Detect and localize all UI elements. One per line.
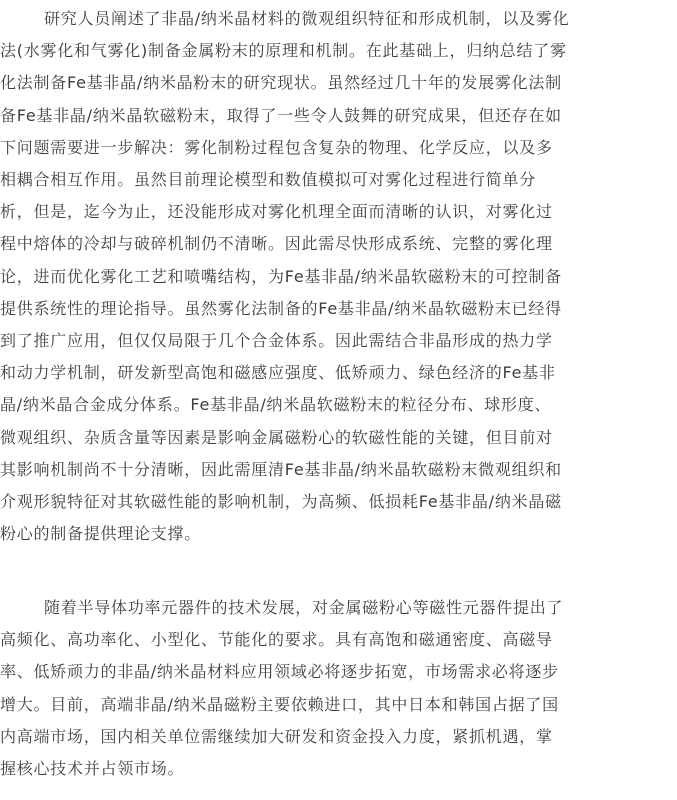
paragraph-line: 论，进而优化雾化工艺和喷嘴结构，为Fe基非晶/纳米晶软磁粉末的可控制备: [0, 266, 562, 286]
paragraph-line: 下问题需要进一步解决：雾化制粉过程包含复杂的物理、化学反应，以及多: [0, 137, 553, 157]
paragraph-line: 和动力学机制，研发新型高饱和磁感应强度、低矫顽力、绿色经济的Fe基非: [0, 363, 556, 383]
paragraph-line: 化法制备Fe基非晶/纳米晶粉末的研究现状。虽然经过几十年的发展雾化法制: [0, 73, 562, 93]
paragraph-line: 晶/纳米晶合金成分体系。Fe基非晶/纳米晶软磁粉末的粒径分布、球形度、: [0, 395, 552, 415]
paragraph-line: 率、低矫顽力的非晶/纳米晶材料应用领域必将逐步拓宽，市场需求必将逐步: [0, 662, 559, 682]
paragraph-line: 析，但是，迄今为止，还没能形成对雾化机理全面而清晰的认识，对雾化过: [0, 202, 553, 222]
paragraph-line: 提供系统性的理论指导。虽然雾化法制备的Fe基非晶/纳米晶软磁粉末已经得: [0, 298, 562, 318]
paragraph-line: 研究人员阐述了非晶/纳米晶材料的微观组织特征和形成机制，以及雾化: [44, 9, 570, 28]
paragraph-line: 握核心技术并占领市场。: [0, 759, 185, 778]
paragraph-line: 法(水雾化和气雾化)制备金属粉末的原理和机制。在此基础上，归纳总结了雾: [0, 41, 567, 61]
paragraph-line: 其影响机制尚不十分清晰，因此需厘清Fe基非晶/纳米晶软磁粉末微观组织和: [0, 459, 562, 479]
paragraph-line: 备Fe基非晶/纳米晶软磁粉末，取得了一些令人鼓舞的研究成果，但还存在如: [0, 105, 562, 125]
paragraph-line: 程中熔体的冷却与破碎机制仍不清晰。因此需尽快形成系统、完整的雾化理: [0, 234, 553, 254]
paragraph-line: 介观形貌特征对其软磁性能的影响机制，为高频、低损耗Fe基非晶/纳米晶磁: [0, 492, 562, 511]
paragraph-line: 增大。目前，高端非晶/纳米晶磁粉主要依赖进口，其中日本和韩国占据了国: [0, 694, 559, 714]
paragraph-line: 高频化、高功率化、小型化、节能化的要求。具有高饱和磁通密度、高磁导: [0, 630, 553, 650]
paragraph-line: 内高端市场，国内相关单位需继续加大研发和资金投入力度，紧抓机遇，掌: [0, 726, 553, 746]
paragraph-line: 相耦合相互作用。虽然目前理论模型和数值模拟可对雾化过程进行简单分: [0, 170, 537, 189]
paragraph-line: 粉心的制备提供理论支撑。: [0, 524, 202, 544]
paragraph-line: 到了推广应用，但仅仅局限于几个合金体系。因此需结合非晶形成的热力学: [0, 331, 553, 350]
paragraph-line: 微观组织、杂质含量等因素是影响金属磁粉心的软磁性能的关键，但目前对: [0, 427, 553, 447]
paragraph-line: 随着半导体功率元器件的技术发展，对金属磁粉心等磁性元器件提出了: [44, 598, 564, 617]
